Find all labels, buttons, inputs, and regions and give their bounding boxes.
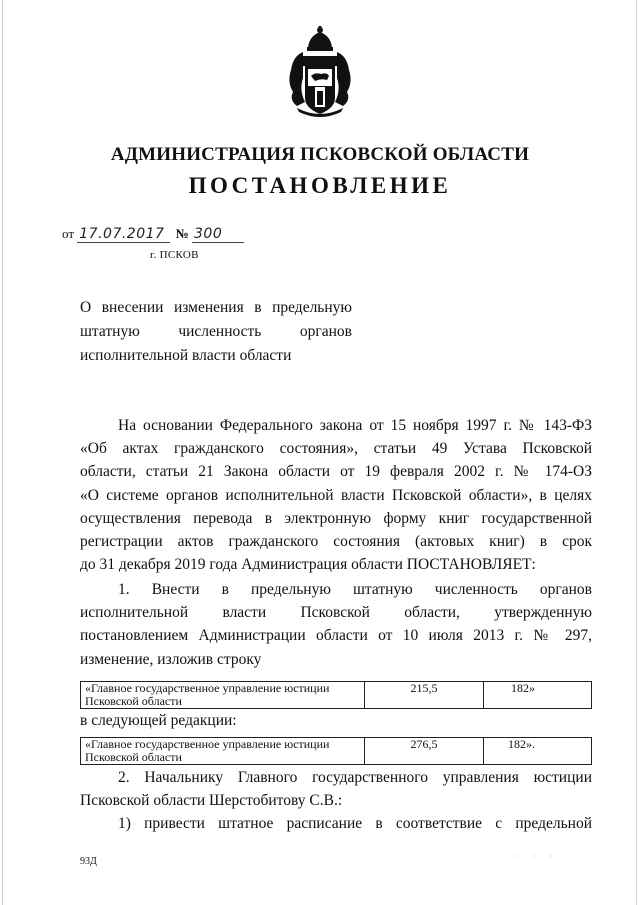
scan-edge-left [2, 0, 3, 905]
number-underline [192, 226, 244, 243]
document-subject [80, 296, 352, 368]
old-row-table [80, 681, 592, 709]
subject-line: исполнительной власти области [80, 347, 292, 364]
paragraph-line: На основании Федерального закона от 15 ноября 1997 г. № 143-ФЗ [118, 417, 592, 434]
paragraph-line: 1) привести штатное расписание в соответствие с предельной [118, 815, 592, 833]
footer-code: 93Д [80, 856, 97, 867]
date-prefix: от [62, 226, 75, 241]
number-label: № [175, 226, 189, 241]
table-cell-name: «Главное государственное управление юстиции Псковской области [81, 738, 365, 765]
table-cell-name: «Главное государственное управление юстиции Псковской области [81, 682, 365, 709]
paragraph-line: исполнительной власти Псковской области, утвержденную [80, 604, 592, 622]
paragraph-basis [80, 414, 592, 576]
subject-line: О внесении изменения в предельную [80, 299, 352, 316]
table-row [81, 682, 592, 709]
handwritten-number: 300 [194, 226, 223, 242]
table-row [81, 738, 592, 765]
city-label: г. ПСКОВ [150, 249, 199, 261]
paragraph-line: регистрации актов гражданского состояния (актовых книг) в срок [80, 533, 592, 551]
scan-specks: · · · [516, 852, 558, 861]
paragraph-line: изменение, изложив строку [80, 650, 262, 668]
handwritten-date: 17.07.2017 [79, 226, 165, 242]
paragraph-line: 2. Начальнику Главного государственного управления юстиции [118, 769, 592, 786]
organization-title: АДМИНИСТРАЦИЯ ПСКОВСКОЙ ОБЛАСТИ [110, 144, 530, 165]
new-row-table [80, 737, 592, 765]
paragraph-item-2 [80, 766, 592, 836]
table-cell-value: 182» [484, 682, 592, 709]
date-underline [77, 226, 170, 243]
paragraph-line: постановлением Администрации области от 10 июля 2013 г. № 297, [80, 627, 592, 645]
table-cell-value: 215,5 [365, 682, 484, 709]
paragraph-item-1 [80, 578, 592, 671]
coat-of-arms-emblem [283, 26, 357, 120]
subject-line: штатную численность органов [80, 323, 352, 340]
paragraph-line: области, статьи 21 Закона области от 19 февраля 2002 г. № 174-ОЗ [80, 463, 592, 481]
paragraph-line: 1. Внести в предельную штатную численность органов [118, 581, 592, 598]
paragraph-line: «О системе органов исполнительной власти Псковской области», в целях [80, 486, 592, 504]
date-number-line [62, 226, 244, 243]
paragraph-line: «Об актах гражданского состояния», статьи 49 Устава Псковской [80, 440, 592, 458]
paragraph-line: осуществления перевода в электронную форму книг государственной [80, 509, 592, 527]
paragraph-line: Псковской области Шерстобитову С.В.: [80, 792, 343, 810]
table-cell-value: 276,5 [365, 738, 484, 765]
document-type-title: ПОСТАНОВЛЕНИЕ [188, 173, 452, 198]
table-cell-value: 182». [484, 738, 592, 765]
next-edition-text: в следующей редакции: [80, 712, 237, 729]
paragraph-line: до 31 декабря 2019 года Администрация области ПОСТАНОВЛЯЕТ: [80, 556, 536, 574]
scan-edge-right [636, 0, 637, 905]
